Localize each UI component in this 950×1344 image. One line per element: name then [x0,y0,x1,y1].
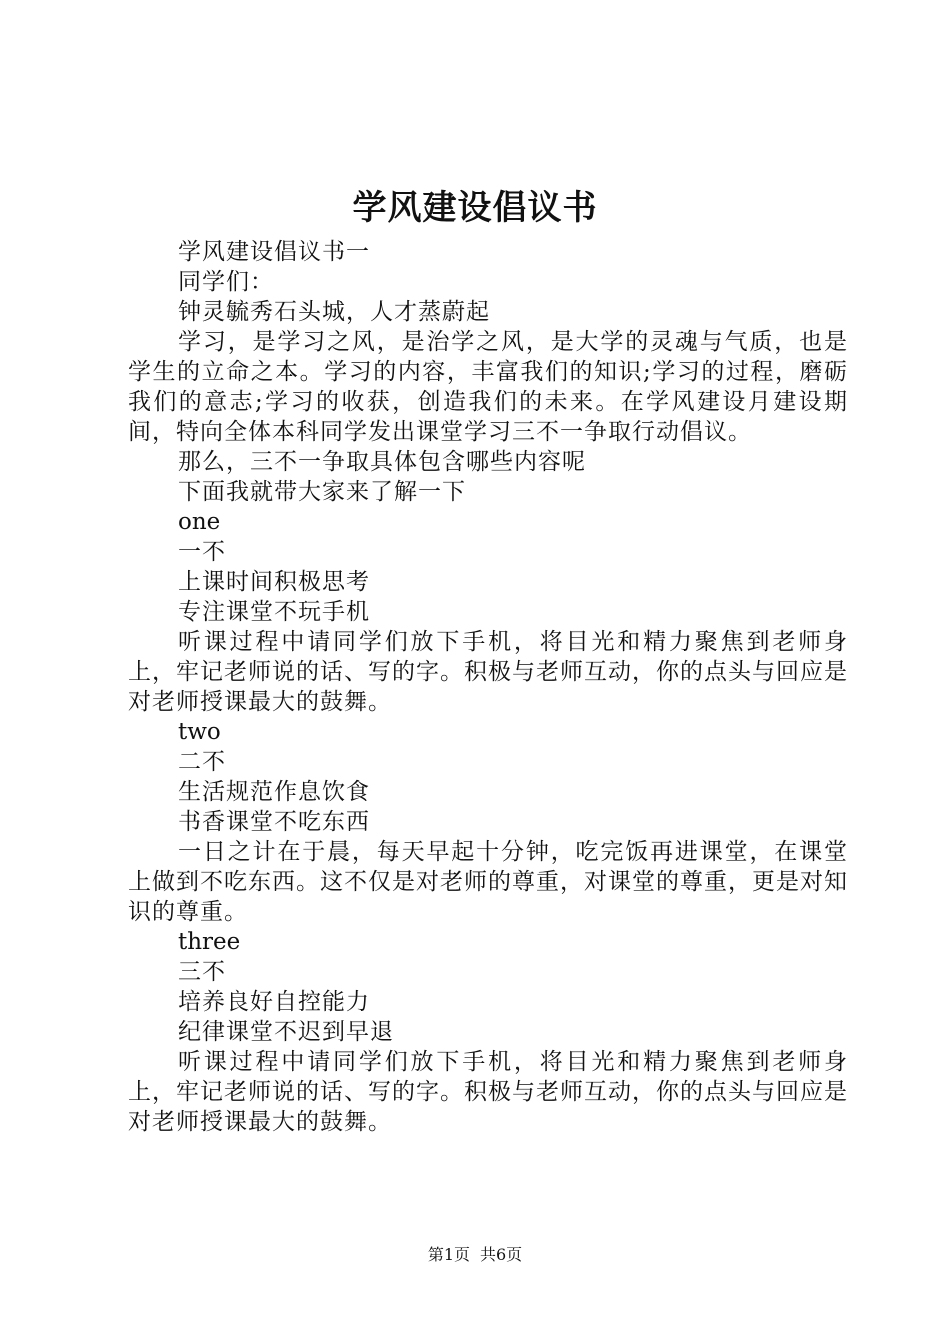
page-total: 共6页 [480,1245,523,1264]
item-heading: 一不 [178,539,226,565]
section-heading: 学风建设倡议书一 [178,239,370,265]
page-footer [0,1244,950,1266]
text-line: 那么，三不一争取具体包含哪些内容呢 [178,449,586,475]
item-heading: 二不 [178,749,226,775]
paragraph: 听课过程中请同学们放下手机，将目光和精力聚焦到老师身上，牢记老师说的话、写的字。积极与老师互动，你的点头与回应是对老师授课最大的鼓舞。 [128,629,848,715]
slogan-line: 钟灵毓秀石头城，人才蒸蔚起 [178,299,490,325]
paragraph: 一日之计在于晨，每天早起十分钟，吃完饭再进课堂，在课堂上做到不吃东西。这不仅是对老师的尊重，对课堂的尊重，更是对知识的尊重。 [128,839,848,925]
item-subheading: 书香课堂不吃东西 [178,809,370,835]
salutation: 同学们： [178,269,274,295]
document-body [128,237,848,1137]
item-subheading: 专注课堂不玩手机 [178,599,370,625]
document-title: 学风建设倡议书 [352,188,598,228]
item-subheading: 上课时间积极思考 [178,569,370,595]
text-line: 下面我就带大家来了解一下 [178,479,466,505]
item-subheading: 培养良好自控能力 [178,989,370,1015]
item-subheading: 纪律课堂不迟到早退 [178,1019,394,1045]
page-number: 第1页 [427,1245,470,1264]
item-number: one [178,509,221,535]
item-heading: 三不 [178,959,226,985]
paragraph: 学习，是学习之风，是治学之风，是大学的灵魂与气质，也是学生的立命之本。学习的内容，丰富我们的知识;学习的过程，磨砺我们的意志;学习的收获，创造我们的未来。在学风建设月建设期间，特向全体本科同学发出课堂学习三不一争取行动倡议。 [128,329,848,445]
item-subheading: 生活规范作息饮食 [178,779,370,805]
paragraph: 听课过程中请同学们放下手机，将目光和精力聚焦到老师身上，牢记老师说的话、写的字。积极与老师互动，你的点头与回应是对老师授课最大的鼓舞。 [128,1049,848,1135]
item-number: three [178,929,241,955]
item-number: two [178,719,221,745]
